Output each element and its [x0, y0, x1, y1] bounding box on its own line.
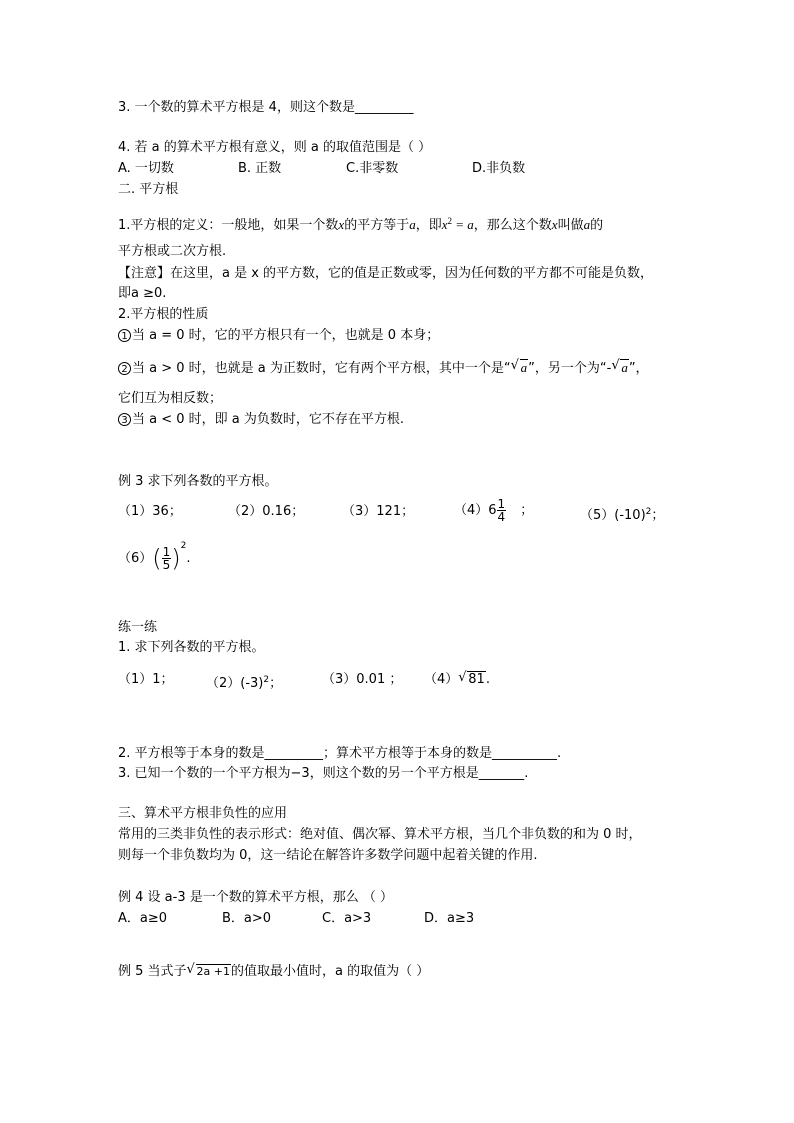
practice-title: 练一练	[118, 620, 158, 635]
ex3-item-3: （3）121；	[342, 504, 415, 519]
note-line-2: 即a ≥0.	[118, 286, 167, 301]
property-2: 2 当 a > 0 时，也就是 a 为正数时，它有两个平方根，其中一个是“ √ a”，另一个为“- √ a”，	[118, 360, 649, 377]
circled-number-2: 2	[118, 362, 131, 375]
ex4-option-c: C．a>3	[322, 911, 372, 926]
note-line-1: 【注意】在这里，a 是 x 的平方数，它的值是正数或零，因为任何数的平方都不可能是负数，	[118, 266, 654, 281]
practice-3: 3. 已知一个数的一个平方根为−3，则这个数的另一个平方根是_______.	[118, 766, 529, 781]
p1-item-2: $(2)(-3)^2$；	[206, 675, 283, 691]
q4-option-d: D.非负数	[472, 161, 526, 176]
q4-option-a: A. 一切数	[118, 161, 174, 176]
property-title: 2.平方根的性质	[118, 307, 209, 322]
sqrt-a-negative: √ a	[611, 358, 628, 375]
circled-number-1: 1	[118, 329, 131, 342]
q4-option-b: B. 正数	[238, 161, 282, 176]
question-3: 3. 一个数的算术平方根是 4，则这个数是_________	[118, 100, 414, 115]
q4-option-c: C.非零数	[346, 161, 399, 176]
p1-item-4: （4） √ 81.	[424, 670, 490, 687]
section-2-title: 二. 平方根	[118, 182, 179, 197]
practice-2: 2. 平方根等于本身的数是_________；算术平方根等于本身的数是__________.	[118, 746, 562, 761]
ex4-option-a: A．a≥0	[118, 911, 168, 926]
p1-item-3: （3）0.01 ；	[322, 672, 403, 687]
practice-1-title: 1. 求下列各数的平方根。	[118, 640, 265, 655]
property-2-line-2: 它们互为相反数；	[118, 391, 223, 406]
ex3-item-5: $(5)(-10)^2$；	[580, 507, 665, 523]
example-5: 例 5 当式子 √ 2a +1的值取最小值时，a 的取值为（ ）	[118, 962, 430, 979]
definition-line-2: 平方根或二次方根.	[118, 244, 227, 259]
property-1: 1 当 a = 0 时，它的平方根只有一个，也就是 0 本身；	[118, 328, 439, 344]
question-4: 4. 若 a 的算术平方根有意义，则 a 的取值范围是（ ）	[118, 140, 432, 155]
example-4-title: 例 4 设 a-3 是一个数的算术平方根，那么 （ ）	[118, 890, 393, 905]
sqrt-81: √ 81	[458, 670, 485, 687]
sqrt-2a-plus-1: √ 2a +1	[186, 962, 230, 978]
ex3-item-1: （1）36；	[118, 504, 182, 519]
example-3-title: 例 3 求下列各数的平方根。	[118, 474, 278, 489]
property-3: 3 当 a < 0 时，即 a 为负数时，它不存在平方根.	[118, 412, 404, 428]
ex3-item-4: （4）6 $\frac{1}{4}$ ；	[454, 497, 534, 524]
definition-line-1: 1.平方根的定义：一般地，如果一个数x的平方等于a，即$x^2 = a$，那么这个数x叫做a的	[118, 216, 604, 233]
sqrt-a: √ a	[510, 358, 528, 375]
section-3-line-2: 则每一个非负数均为 0，这一结论在解答许多数学问题中起着关键的作用.	[118, 848, 538, 863]
ex3-item-6: （6）( $\frac{1}{5}$ )$^2$.	[118, 541, 191, 573]
ex3-item-2: （2）0.16；	[228, 504, 305, 519]
circled-number-3: 3	[118, 413, 131, 426]
ex4-option-b: B．a>0	[222, 911, 272, 926]
section-3-title: 三、算术平方根非负性的应用	[118, 806, 288, 821]
ex4-option-d: D．a≥3	[424, 911, 475, 926]
p1-item-1: （1）1；	[118, 672, 174, 687]
section-3-line-1: 常用的三类非负性的表示形式：绝对值、偶次幂、算术平方根，当几个非负数的和为 0 时，	[118, 827, 642, 842]
